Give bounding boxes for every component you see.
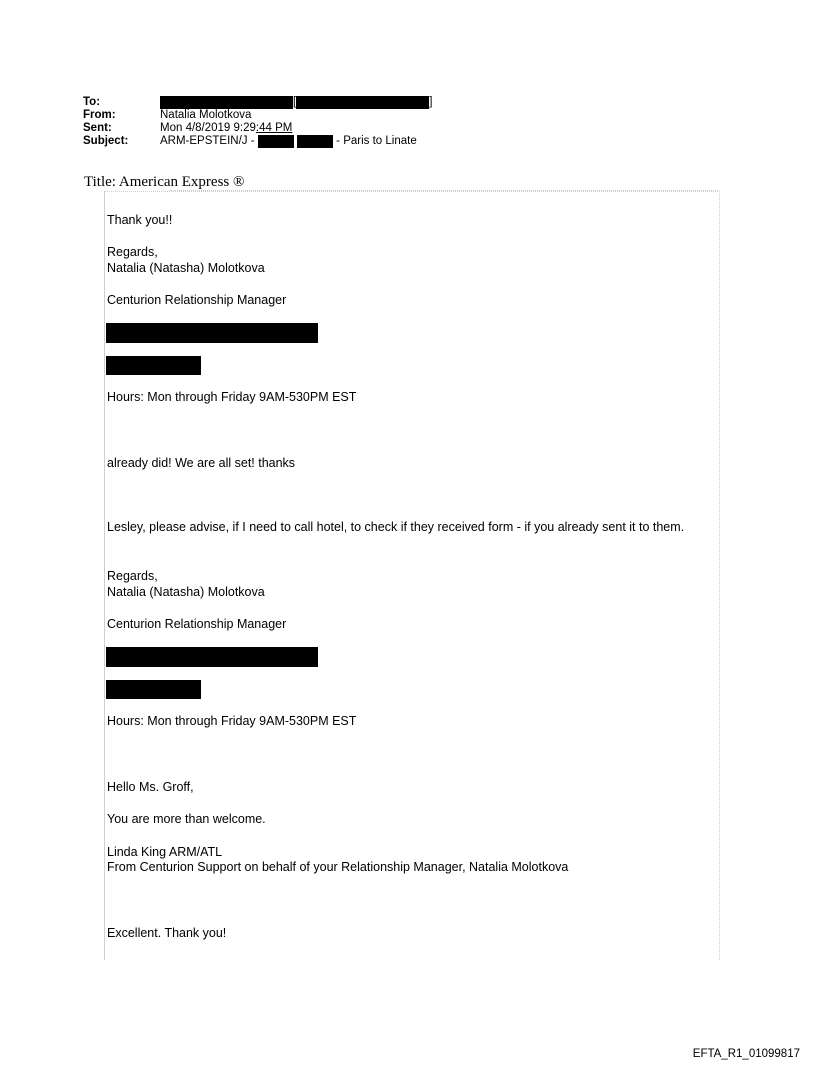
sent-time-tail: :44 PM bbox=[255, 122, 293, 134]
subject-suffix: - Paris to Linate bbox=[336, 135, 417, 147]
message-4-welcome: You are more than welcome. bbox=[107, 812, 266, 826]
bracket-open: [ bbox=[293, 96, 297, 108]
message-3-hours: Hours: Mon through Friday 9AM-530PM EST bbox=[107, 714, 357, 728]
redaction-box bbox=[106, 323, 318, 343]
message-3-text: Lesley, please advise, if I need to call hotel, to check if they received form - if you already sent it to them. bbox=[107, 520, 685, 534]
message-3-role: Centurion Relationship Manager bbox=[107, 617, 287, 631]
redaction-box bbox=[160, 96, 293, 109]
page-title: Title: American Express ® bbox=[84, 174, 245, 190]
message-1-regards: Regards, bbox=[107, 245, 158, 259]
bracket-close: ] bbox=[429, 96, 433, 108]
message-1-name: Natalia (Natasha) Molotkova bbox=[107, 261, 265, 275]
sent-value bbox=[160, 122, 292, 135]
from-value: Natalia Molotkova bbox=[160, 109, 252, 121]
message-4-signature-line: From Centurion Support on behalf of your Relationship Manager, Natalia Molotkova bbox=[107, 860, 569, 874]
subject-prefix: ARM-EPSTEIN/J - bbox=[160, 135, 255, 147]
message-5-text: Excellent. Thank you! bbox=[107, 926, 227, 940]
message-1-role: Centurion Relationship Manager bbox=[107, 293, 287, 307]
subject-label: Subject: bbox=[83, 135, 129, 147]
document-id: EFTA_R1_01099817 bbox=[692, 1048, 800, 1060]
message-1-hours: Hours: Mon through Friday 9AM-530PM EST bbox=[107, 390, 357, 404]
redaction-box bbox=[106, 356, 201, 375]
message-1-thanks: Thank you!! bbox=[107, 213, 173, 227]
message-4-signature-name: Linda King ARM/ATL bbox=[107, 845, 223, 859]
redaction-box bbox=[258, 135, 294, 148]
sent-label: Sent: bbox=[83, 122, 112, 134]
message-3-regards: Regards, bbox=[107, 569, 158, 583]
message-3-name: Natalia (Natasha) Molotkova bbox=[107, 585, 265, 599]
sent-date: Mon 4/8/2019 9:29 bbox=[160, 122, 256, 134]
redaction-box bbox=[106, 680, 201, 699]
to-label: To: bbox=[83, 96, 101, 108]
to-value bbox=[160, 96, 432, 109]
message-2-text: already did! We are all set! thanks bbox=[107, 456, 296, 470]
redaction-box bbox=[106, 647, 318, 667]
subject-value bbox=[160, 135, 417, 148]
from-label: From: bbox=[83, 109, 116, 121]
redaction-box bbox=[297, 135, 333, 148]
message-4-greeting: Hello Ms. Groff, bbox=[107, 780, 194, 794]
redaction-box bbox=[296, 96, 429, 109]
